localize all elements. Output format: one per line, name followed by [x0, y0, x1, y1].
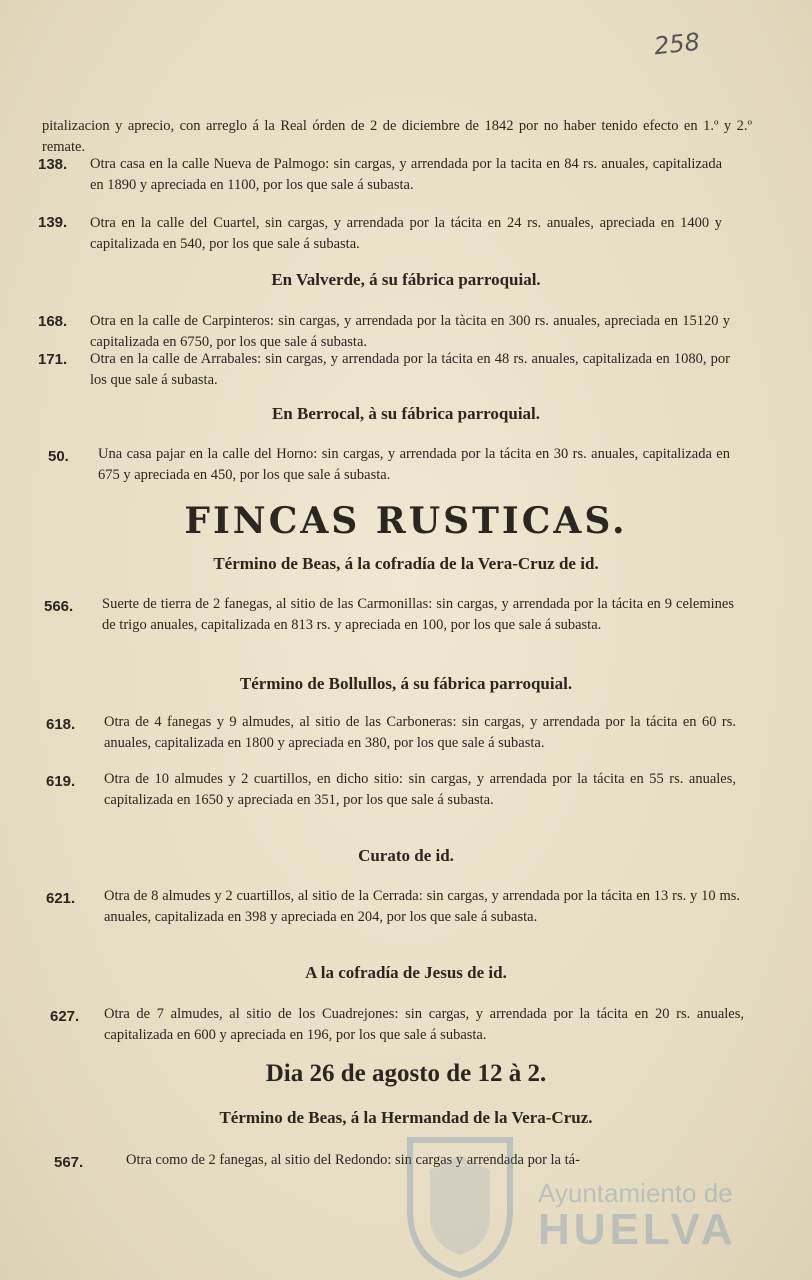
date-heading: Dia 26 de agosto de 12 à 2.	[265, 1060, 547, 1087]
entry-number: 627.	[50, 1008, 80, 1025]
section-heading-fincas-rusticas: FINCAS RUSTICAS.	[184, 500, 628, 542]
entry-text: Otra de 7 almudes, al sitio de los Cuadrejones: sin cargas, y arrendada por la tácita en 20 rs. anuales, capitalizada en 600 y apreciada en 196, por los que sale á subasta.	[104, 1006, 744, 1043]
watermark-line2: HUELVA	[538, 1205, 737, 1254]
shield-icon	[400, 1130, 520, 1280]
watermark-line1: Ayuntamiento de	[538, 1178, 733, 1208]
archive-watermark	[400, 1150, 780, 1270]
section-heading-valverde: En Valverde, á su fábrica parroquial.	[271, 270, 541, 289]
section-heading-beas-hermandad: Término de Beas, á la Hermandad de la Vera-Cruz.	[219, 1108, 593, 1127]
section-heading-beas-veracruz: Término de Beas, á la cofradía de la Vera-Cruz de id.	[213, 554, 599, 573]
entry-text: Otra en la calle del Cuartel, sin cargas, y arrendada por la tácita en 24 rs. anuales, apreciada en 1400 y capitalizada en 540, por los que sale á subasta.	[90, 215, 722, 252]
entry-text: Suerte de tierra de 2 fanegas, al sitio de las Carmonillas: sin cargas, y arrendada por la tácita en 9 celemines de trigo anuales, capitalizada en 813 rs. y apreciada en 100, por los que sale á subasta.	[102, 596, 734, 633]
folio-number: 258	[652, 27, 702, 61]
entry-number: 619.	[46, 773, 76, 790]
entry-continuation: pitalizacion y aprecio, con arreglo á la Real órden de 2 de diciembre de 1842 por no haber tenido efecto en 1.º y 2.º remate.	[42, 118, 752, 155]
entry-number: 171.	[38, 351, 68, 368]
entry-number: 138.	[38, 156, 68, 173]
entry-text: Otra de 4 fanegas y 9 almudes, al sitio de las Carboneras: sin cargas, y arrendada por la tácita en 60 rs. anuales, capitalizada en 1800 y apreciada en 380, por los que sale á subasta.	[104, 714, 736, 751]
section-heading-curato: Curato de id.	[358, 846, 454, 865]
entry-number: 618.	[46, 716, 76, 733]
entry-text: Otra como de 2 fanegas, al sitio del Redondo: sin cargas y arrendada por la tá-	[126, 1152, 580, 1168]
entry-number: 566.	[44, 598, 74, 615]
entry-text: Una casa pajar en la calle del Horno: sin cargas, y arrendada por la tácita en 30 rs. anuales, capitalizada en 675 y apreciada en 450, por los que sale á subasta.	[98, 446, 730, 483]
entry-text: Otra casa en la calle Nueva de Palmogo: sin cargas, y arrendada por la tacita en 84 rs. anuales, capitalizada en 1890 y apreciada en 1100, por los que sale á subasta.	[90, 156, 722, 193]
entry-number: 139.	[38, 214, 68, 231]
section-heading-jesus: A la cofradía de Jesus de id.	[305, 963, 507, 982]
entry-text: Otra en la calle de Carpinteros: sin cargas, y arrendada por la tàcita en 300 rs. anuales, apreciada en 15120 y capitalizada en 6750, por los que sale á subasta.	[90, 313, 730, 350]
entry-number: 50.	[48, 448, 69, 465]
entry-text: Otra de 10 almudes y 2 cuartillos, en dicho sitio: sin cargas, y arrendada por la tácita en 55 rs. anuales, capitalizada en 1650 y apreciada en 351, por los que sale á subasta.	[104, 771, 736, 808]
entry-text: Otra en la calle de Arrabales: sin cargas, y arrendada por la tácita en 48 rs. anuales, capitalizada en 1080, por los que sale á subasta.	[90, 351, 730, 388]
section-heading-berrocal: En Berrocal, à su fábrica parroquial.	[271, 404, 541, 423]
section-heading-bollullos: Término de Bollullos, á su fábrica parroquial.	[239, 674, 573, 693]
entry-text: Otra de 8 almudes y 2 cuartillos, al sitio de la Cerrada: sin cargas, y arrendada por la tácita en 13 rs. y 10 ms. anuales, capitalizada en 398 y apreciada en 204, por los que sale á subasta.	[104, 888, 740, 925]
entry-number: 567.	[54, 1154, 84, 1171]
entry-number: 621.	[46, 890, 76, 907]
entry-number: 168.	[38, 313, 68, 330]
